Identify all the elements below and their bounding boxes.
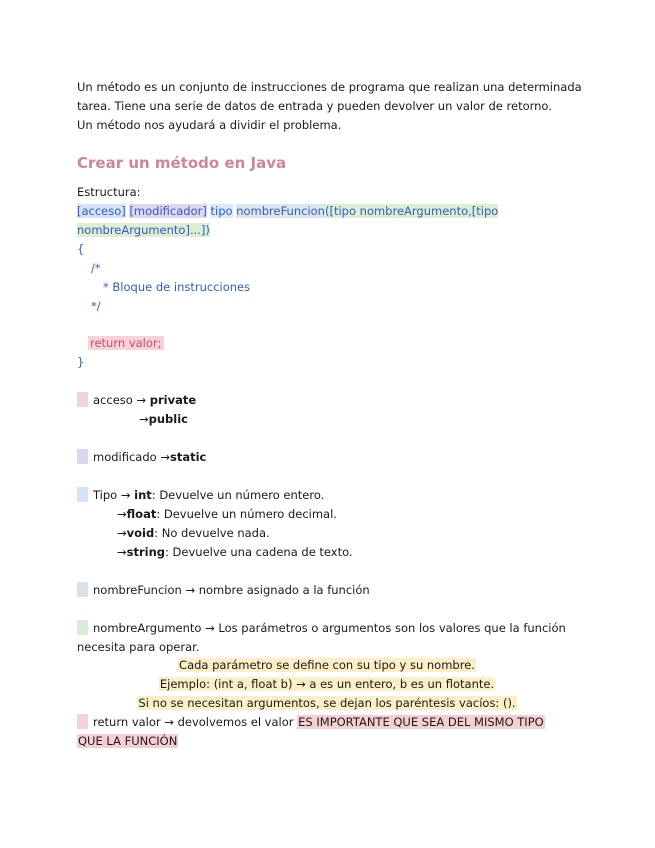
tipo-void-desc: : No devuelve nada. [154, 526, 270, 540]
acceso-label: acceso → [93, 393, 147, 407]
acceso-row-2: →public [139, 412, 188, 426]
modificador-color-swatch [77, 449, 88, 464]
return-valor-row [77, 714, 545, 730]
acceso-row [77, 392, 196, 408]
nombre-argumento-color-swatch [77, 620, 88, 635]
note-row-1 [77, 657, 577, 673]
tipo-row [77, 487, 324, 503]
tipo-string: string [126, 545, 166, 559]
modificador-row [77, 449, 206, 465]
estructura-label: Estructura: [77, 185, 141, 199]
syntax-line-1 [77, 203, 498, 219]
syntax-return-stmt: return valor; [90, 336, 162, 350]
section-heading: Crear un método en Java [77, 154, 287, 172]
syntax-comment-close: */ [91, 299, 101, 313]
tipo-float-desc: : Devuelve un número decimal. [156, 507, 337, 521]
tipo-int-desc: : Devuelve un número entero. [151, 488, 325, 502]
nombre-funcion-row [77, 582, 370, 598]
return-valor-text: return valor → devolvemos el valor [93, 715, 294, 729]
note-row-2 [77, 676, 577, 692]
tipo-string-desc: : Devuelve una cadena de texto. [165, 545, 353, 559]
syntax-args-1: ([tipo nombreArgumento,[tipo [324, 204, 499, 218]
syntax-comment-open: /* [91, 261, 101, 275]
intro-line-3: Un método nos ayudará a dividir el problema. [77, 118, 342, 132]
syntax-nombre: nombreFuncion [236, 204, 325, 218]
modificador-label: modificado → [93, 450, 170, 464]
tipo-float: float [126, 507, 157, 521]
tipo-color-swatch [77, 487, 88, 502]
syntax-tipo: tipo [210, 204, 233, 218]
syntax-line-2 [77, 222, 210, 238]
important-note-1: ES IMPORTANTE QUE SEA DEL MISMO TIPO [298, 715, 544, 729]
syntax-acceso: [acceso] [77, 204, 126, 218]
syntax-close-brace: } [77, 355, 85, 369]
tipo-float-row: →float: Devuelve un número decimal. [117, 507, 337, 521]
tipo-string-row: →string: Devuelve una cadena de texto. [117, 545, 353, 559]
return-valor-color-swatch [77, 714, 88, 729]
nombre-argumento-line-1: nombreArgumento → Los parámetros o argumentos son los valores que la función [93, 621, 566, 635]
nombre-argumento-line-2: necesita para operar. [77, 640, 200, 654]
note-1: Cada parámetro se define con su tipo y su nombre. [179, 658, 475, 672]
tipo-void: void [126, 526, 155, 540]
intro-line-1: Un método es un conjunto de instrucciones de programa que realizan una determinada [77, 80, 582, 94]
tipo-label: Tipo → [93, 488, 131, 502]
nombre-funcion-text: nombreFuncion → nombre asignado a la función [93, 583, 370, 597]
note-3: Si no se necesitan argumentos, se dejan los paréntesis vacíos: (). [138, 696, 516, 710]
modificador-static: static [169, 450, 207, 464]
nombre-argumento-row [77, 620, 566, 636]
syntax-return [88, 335, 164, 351]
tipo-void-row: →void: No devuelve nada. [117, 526, 270, 540]
acceso-private: private [149, 393, 197, 407]
acceso-public: public [148, 412, 188, 426]
note-2: Ejemplo: (int a, float b) → a es un entero, b es un flotante. [159, 677, 495, 691]
important-note-2: QUE LA FUNCIÓN [78, 734, 178, 748]
intro-line-2: tarea. Tiene una serie de datos de entrada y pueden devolver un valor de retorno. [77, 99, 552, 113]
syntax-open-brace: { [77, 242, 85, 256]
syntax-modificador: [modificador] [129, 204, 207, 218]
tipo-int: int [134, 488, 152, 502]
syntax-comment-body: * Bloque de instrucciones [103, 280, 251, 294]
nombre-funcion-color-swatch [77, 582, 88, 597]
syntax-args-2: nombreArgumento]...]) [77, 223, 210, 237]
note-row-3 [77, 695, 577, 711]
acceso-color-swatch [77, 392, 88, 407]
return-valor-row-2 [77, 733, 178, 749]
